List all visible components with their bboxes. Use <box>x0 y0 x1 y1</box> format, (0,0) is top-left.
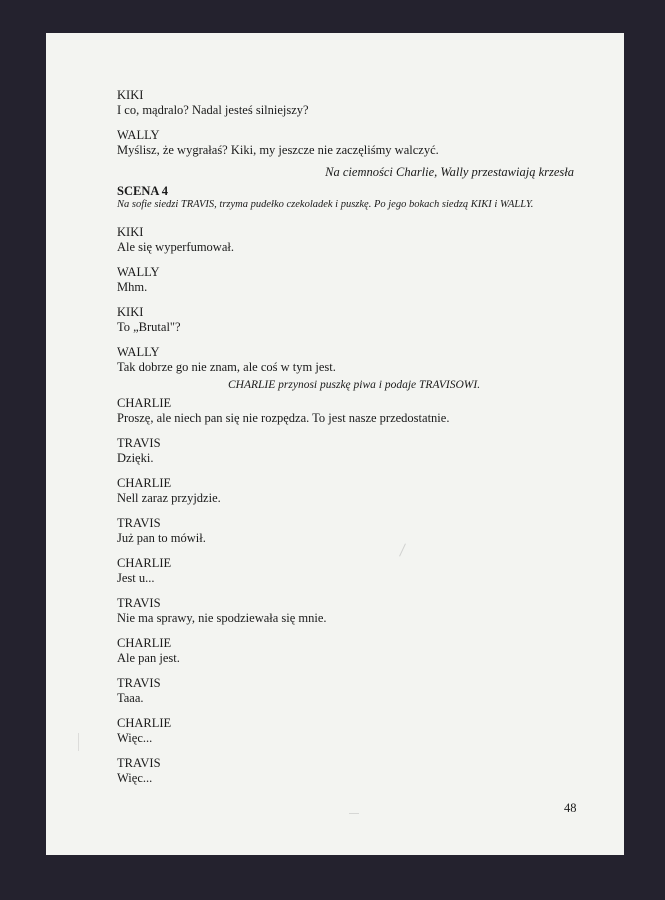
dialogue-block <box>117 128 439 158</box>
dialogue-line: Ale pan jest. <box>117 651 180 665</box>
dialogue-line: Proszę, ale niech pan się nie rozpędza. To jest nasze przedostatnie. <box>117 411 450 425</box>
scan-mark <box>349 813 359 814</box>
dialogue-line: Już pan to mówił. <box>117 531 206 545</box>
dialogue-block <box>117 556 171 586</box>
speaker-name: TRAVIS <box>117 676 161 690</box>
script-page <box>46 33 624 855</box>
dialogue-line: Dzięki. <box>117 451 154 465</box>
dialogue-block <box>117 88 309 118</box>
stage-direction: Na ciemności Charlie, Wally przestawiają krzesła <box>325 165 574 179</box>
dialogue-line: Więc... <box>117 731 153 745</box>
dialogue-block <box>117 596 327 626</box>
speaker-name: WALLY <box>117 345 160 359</box>
speaker-name: CHARLIE <box>117 556 172 570</box>
scan-mark <box>78 733 79 751</box>
dialogue-block <box>117 476 221 506</box>
speaker-name: WALLY <box>117 128 160 142</box>
dialogue-block <box>117 305 181 335</box>
speaker-name: CHARLIE <box>117 636 172 650</box>
dialogue-line: Jest u... <box>117 571 155 585</box>
dialogue-block <box>117 345 336 375</box>
scene-description: Na sofie siedzi TRAVIS, trzyma pudełko czekoladek i puszkę. Po jego bokach siedzą KIKI i WALLY. <box>117 199 534 210</box>
speaker-name: CHARLIE <box>117 396 172 410</box>
dialogue-block <box>117 636 180 666</box>
speaker-name: KIKI <box>117 225 144 239</box>
dialogue-block <box>117 225 234 255</box>
scan-mark <box>399 543 406 556</box>
dialogue-line: Więc... <box>117 771 153 785</box>
dialogue-block <box>117 676 161 706</box>
scene-heading: SCENA 4 <box>117 184 169 198</box>
speaker-name: TRAVIS <box>117 516 161 530</box>
speaker-name: TRAVIS <box>117 756 161 770</box>
dialogue-line: Tak dobrze go nie znam, ale coś w tym jest. <box>117 360 336 374</box>
dialogue-line: I co, mądralo? Nadal jesteś silniejszy? <box>117 103 309 117</box>
dialogue-line: Myślisz, że wygrałaś? Kiki, my jeszcze nie zaczęliśmy walczyć. <box>117 143 439 157</box>
dialogue-block <box>117 436 161 466</box>
dialogue-block <box>117 716 171 746</box>
dialogue-block <box>117 265 160 295</box>
dialogue-line: Nell zaraz przyjdzie. <box>117 491 221 505</box>
speaker-name: KIKI <box>117 305 144 319</box>
speaker-name: TRAVIS <box>117 436 161 450</box>
dialogue-block <box>117 396 449 426</box>
speaker-name: WALLY <box>117 265 160 279</box>
dialogue-line: Nie ma sprawy, nie spodziewała się mnie. <box>117 611 327 625</box>
dialogue-line: To „Brutal"? <box>117 320 181 334</box>
speaker-name: CHARLIE <box>117 476 172 490</box>
speaker-name: TRAVIS <box>117 596 161 610</box>
page-number: 48 <box>564 801 577 815</box>
speaker-name: CHARLIE <box>117 716 172 730</box>
dialogue-line: Ale się wyperfumował. <box>117 240 234 254</box>
stage-direction: CHARLIE przynosi puszkę piwa i podaje TRAVISOWI. <box>228 379 481 391</box>
speaker-name: KIKI <box>117 88 144 102</box>
dialogue-block <box>117 756 161 786</box>
dialogue-block <box>117 516 206 546</box>
dialogue-line: Mhm. <box>117 280 148 294</box>
dialogue-line: Taaa. <box>117 691 144 705</box>
